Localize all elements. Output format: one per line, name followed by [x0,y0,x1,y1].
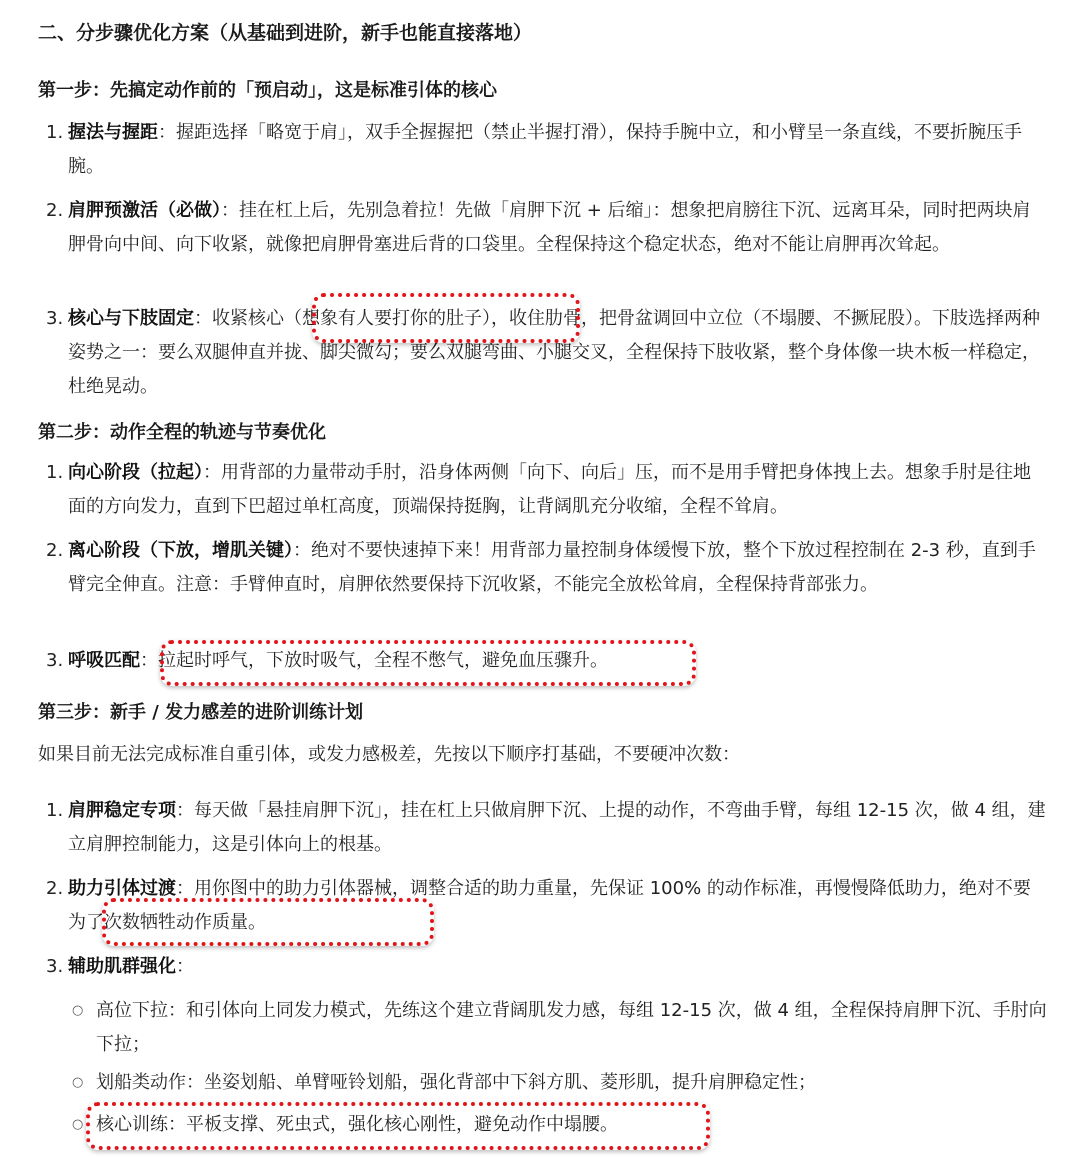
circle-bullet-icon: ○ [72,1117,84,1132]
circle-bullet-icon: ○ [72,1075,84,1090]
step-3-item-2: 2. 助力引体过渡：用你图中的助力引体器械，调整合适的助力重量，先保证 100% 的动作标准，再慢慢降低助力，绝对不要为了次数牺牲动作质量。 [46,878,1031,933]
sub-item-3: ○ 核心训练：平板支撑、死虫式，强化核心刚性，避免动作中塌腰。 [72,1108,1052,1142]
sub-item-2: ○ 划船类动作：坐姿划船、单臂哑铃划船，强化背部中下斜方肌、菱形肌，提升肩胛稳定性； [72,1066,1052,1100]
sub-item-1: ○ 高位下拉：和引体向上同发力模式，先练这个建立背阔肌发力感，每组 12-15 次，做 4 组，全程保持肩胛下沉、手肘向下拉； [72,994,1052,1062]
step-3-item-1: 1. 肩胛稳定专项：每天做「悬挂肩胛下沉」，挂在杠上只做肩胛下沉、上提的动作，不弯曲手臂，每组 12-15 次，做 4 组，建立肩胛控制能力，这是引体向上的根基。 [46,800,1046,855]
step-2-item-1: 1. 向心阶段（拉起）：用背部的力量带动手肘，沿身体两侧「向下、向后」压，而不是用手臂把身体拽上去。想象手肘是往地面的方向发力，直到下巴超过单杠高度，顶端保持挺胸，让背阔肌充分收缩，全程不耸肩。 [46,462,1031,517]
step-2-title: 第二步：动作全程的轨迹与节奏优化 [38,422,326,443]
step-3-intro: 如果目前无法完成标准自重引体，或发力感极差，先按以下顺序打基础，不要硬冲次数： [38,744,740,765]
step-1-item-1: 1. 握法与握距：握距选择「略宽于肩」，双手全握握把（禁止半握打滑），保持手腕中立，和小臂呈一条直线，不要折腕压手腕。 [46,122,1022,177]
section-heading: 二、分步骤优化方案（从基础到进阶，新手也能直接落地） [38,22,533,44]
step-1-item-2: 2. 肩胛预激活（必做）：挂在杠上后，先别急着拉！先做「肩胛下沉 + 后缩」：想象把肩膀往下沉、远离耳朵，同时把两块肩胛骨向中间、向下收紧，就像把肩胛骨塞进后背的口袋里。全程保持这个稳定状态，绝对不能让肩胛再次耸起。 [46,200,1031,255]
step-1-item-3: 3. 核心与下肢固定：收紧核心（想象有人要打你的肚子），收住肋骨，把骨盆调回中立位（不塌腰、不撅屁股）。下肢选择两种姿势之一：要么双腿伸直并拢、脚尖微勾；要么双腿弯曲、小腿交叉，全程保持下肢收紧，整个身体像一块木板一样稳定，杜绝晃动。 [46,308,1040,397]
step-2-item-3: 3. 呼吸匹配：拉起时呼气，下放时吸气，全程不憋气，避免血压骤升。 [46,650,608,671]
step-1-title: 第一步：先搞定动作前的「预启动」，这是标准引体的核心 [38,80,497,101]
circle-bullet-icon: ○ [72,1003,84,1018]
step-3-title: 第三步：新手 / 发力感差的进阶训练计划 [38,702,364,723]
step-3-item-3: 3. 辅助肌群强化： [46,956,194,977]
step-2-item-2: 2. 离心阶段（下放，增肌关键）：绝对不要快速掉下来！用背部力量控制身体缓慢下放，整个下放过程控制在 2-3 秒，直到手臂完全伸直。注意：手臂伸直时，肩胛依然要保持下沉收紧，不能完全放松耸肩，全程保持背部张力。 [46,540,1036,595]
